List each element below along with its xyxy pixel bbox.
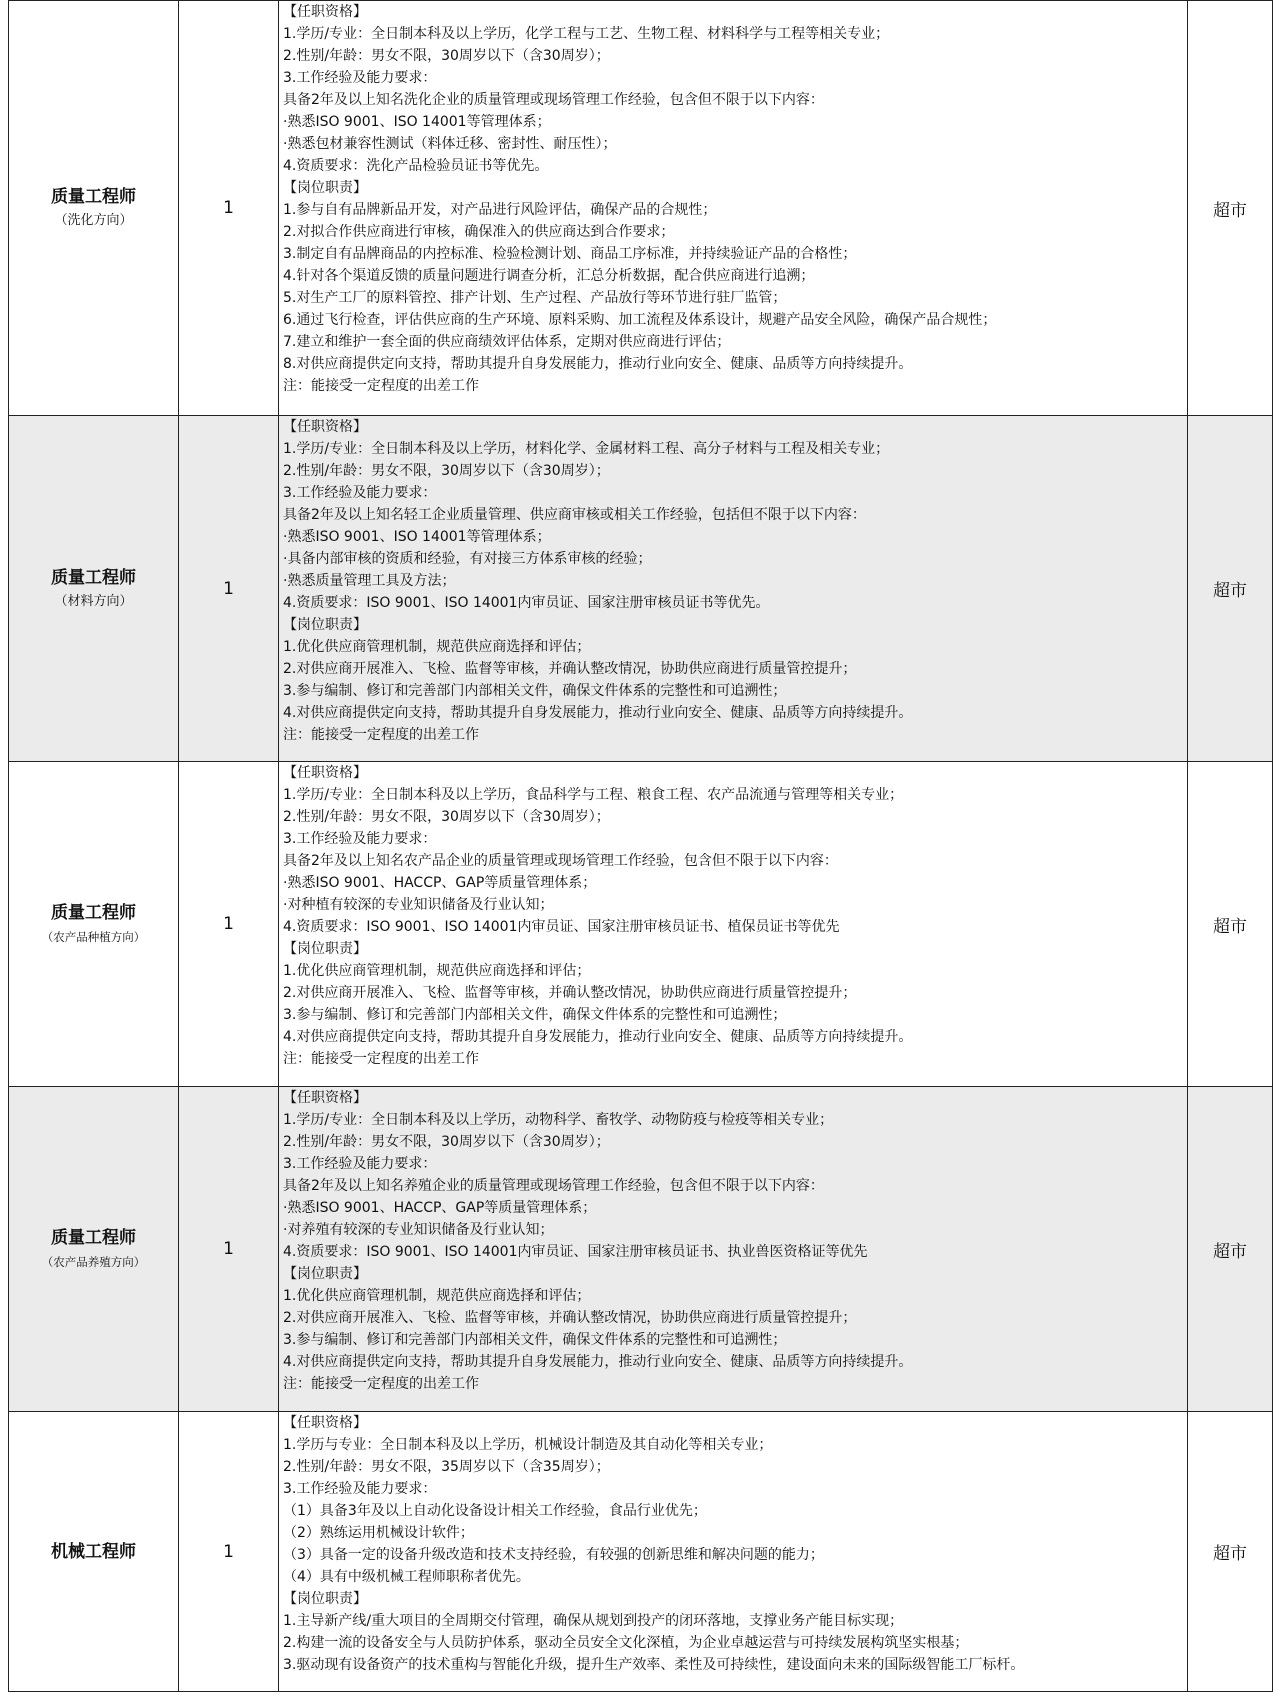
description-line: 4.针对各个渠道反馈的质量问题进行调查分析，汇总分析数据，配合供应商进行追溯； [283, 268, 815, 284]
description-line: 1.学历/专业：全日制本科及以上学历，食品科学与工程、粮食工程、农产品流通与管理等相关专业； [283, 787, 904, 803]
description-line: 1.优化供应商管理机制，规范供应商选择和评估； [283, 639, 591, 655]
description-line: ·熟悉质量管理工具及方法； [283, 573, 456, 589]
description-line: ·熟悉ISO 9001、ISO 14001等管理体系； [283, 529, 551, 545]
description-line: 4.对供应商提供定向支持，帮助其提升自身发展能力，推动行业向安全、健康、品质等方向持续提升。 [283, 705, 913, 721]
description-line: 1.学历/专业：全日制本科及以上学历，化学工程与工艺、生物工程、材料科学与工程等相关专业； [283, 26, 890, 42]
description-line: 4.对供应商提供定向支持，帮助其提升自身发展能力，推动行业向安全、健康、品质等方向持续提升。 [283, 1029, 913, 1045]
description-line: 【岗位职责】 [283, 1266, 367, 1282]
job-title: 质量工程师 [51, 567, 136, 588]
job-title-cell [9, 1087, 179, 1412]
description-line: 【岗位职责】 [283, 941, 367, 957]
job-description [279, 762, 1188, 1087]
headcount: 1 [179, 762, 279, 1087]
description-line: 3.参与编制、修订和完善部门内部相关文件，确保文件体系的完整性和可追溯性； [283, 1332, 787, 1348]
description-line: 【岗位职责】 [283, 617, 367, 633]
job-row [9, 1412, 1273, 1692]
job-row [9, 1, 1273, 416]
description-line: 2.性别/年龄：男女不限，35周岁以下（含35周岁）； [283, 1459, 610, 1475]
job-title-cell [9, 1, 179, 416]
job-title: 质量工程师 [51, 187, 136, 207]
job-subtitle: （洗化方向） [54, 213, 133, 228]
description-line: ·熟悉ISO 9001、HACCP、GAP等质量管理体系； [283, 1200, 597, 1216]
description-line: 1.主导新产线/重大项目的全周期交付管理，确保从规划到投产的闭环落地，支撑业务产能目标实现； [283, 1613, 904, 1629]
description-line: 3.制定自有品牌商品的内控标准、检验检测计划、商品工序标准，并持续验证产品的合格性； [283, 246, 857, 262]
job-description [279, 1, 1188, 416]
description-line: （1）具备3年及以上自动化设备设计相关工作经验，食品行业优先； [283, 1503, 707, 1519]
description-line: 具备2年及以上知名洗化企业的质量管理或现场管理工作经验，包含但不限于以下内容： [283, 92, 824, 108]
description-line: 具备2年及以上知名农产品企业的质量管理或现场管理工作经验，包含但不限于以下内容： [283, 853, 838, 869]
description-line: 2.对拟合作供应商进行审核，确保准入的供应商达到合作要求； [283, 224, 675, 240]
description-line: 1.学历/专业：全日制本科及以上学历，动物科学、畜牧学、动物防疫与检疫等相关专业； [283, 1112, 834, 1128]
description-line: 2.构建一流的设备安全与人员防护体系，驱动全员安全文化深植，为企业卓越运营与可持续发展构筑坚实根基； [283, 1635, 969, 1651]
job-row [9, 1087, 1273, 1412]
description-line: 【岗位职责】 [283, 180, 367, 196]
description-line: 具备2年及以上知名养殖企业的质量管理或现场管理工作经验，包含但不限于以下内容： [283, 1178, 824, 1194]
headcount: 1 [179, 1, 279, 416]
description-line: 【任职资格】 [283, 1415, 367, 1431]
description-line: 1.学历与专业：全日制本科及以上学历，机械设计制造及其自动化等相关专业； [283, 1437, 773, 1453]
description-line: 注：能接受一定程度的出差工作 [283, 378, 479, 394]
description-line: ·熟悉ISO 9001、ISO 14001等管理体系； [283, 114, 551, 130]
description-line: 具备2年及以上知名轻工企业质量管理、供应商审核或相关工作经验，包括但不限于以下内容： [283, 507, 866, 523]
description-line: （2）熟练运用机械设计软件； [283, 1525, 474, 1541]
description-line: 【任职资格】 [283, 419, 367, 435]
job-subtitle: （农产品种植方向） [41, 930, 146, 944]
job-description [279, 1087, 1188, 1412]
description-line: ·熟悉包材兼容性测试（料体迁移、密封性、耐压性）； [283, 136, 617, 152]
description-line: 【任职资格】 [283, 1090, 367, 1106]
description-line: 3.工作经验及能力要求： [283, 70, 437, 86]
description-line: 注：能接受一定程度的出差工作 [283, 1051, 479, 1067]
job-title: 机械工程师 [51, 1541, 136, 1562]
description-line: 2.对供应商开展准入、飞检、监督等审核，并确认整改情况，协助供应商进行质量管控提升； [283, 1310, 857, 1326]
description-line: ·对种植有较深的专业知识储备及行业认知； [283, 897, 554, 913]
description-line: 3.工作经验及能力要求： [283, 485, 437, 501]
description-line: 3.工作经验及能力要求： [283, 831, 437, 847]
description-line: 2.性别/年龄：男女不限，30周岁以下（含30周岁）； [283, 809, 610, 825]
description-line: 【任职资格】 [283, 765, 367, 781]
description-line: 2.对供应商开展准入、飞检、监督等审核，并确认整改情况，协助供应商进行质量管控提升； [283, 661, 857, 677]
description-line: 注：能接受一定程度的出差工作 [283, 727, 479, 743]
job-title: 质量工程师 [51, 903, 136, 923]
description-line: 1.优化供应商管理机制，规范供应商选择和评估； [283, 963, 591, 979]
headcount: 1 [179, 1087, 279, 1412]
description-line: 【任职资格】 [283, 4, 367, 20]
department: 超市 [1188, 416, 1273, 762]
description-line: 2.性别/年龄：男女不限，30周岁以下（含30周岁）； [283, 463, 610, 479]
department: 超市 [1188, 1087, 1273, 1412]
description-line: （4）具有中级机械工程师职称者优先。 [283, 1569, 530, 1585]
department: 超市 [1188, 762, 1273, 1087]
description-line: （3）具备一定的设备升级改造和技术支持经验，有较强的创新思维和解决问题的能力； [283, 1547, 824, 1563]
department: 超市 [1188, 1412, 1273, 1692]
description-line: 1.优化供应商管理机制，规范供应商选择和评估； [283, 1288, 591, 1304]
description-line: 3.参与编制、修订和完善部门内部相关文件，确保文件体系的完整性和可追溯性； [283, 1007, 787, 1023]
headcount: 1 [179, 416, 279, 762]
description-line: 2.性别/年龄：男女不限，30周岁以下（含30周岁）； [283, 48, 610, 64]
job-row [9, 416, 1273, 762]
description-line: 8.对供应商提供定向支持，帮助其提升自身发展能力，推动行业向安全、健康、品质等方向持续提升。 [283, 356, 913, 372]
description-line: ·具备内部审核的资质和经验，有对接三方体系审核的经验； [283, 551, 652, 567]
job-row [9, 762, 1273, 1087]
description-line: 7.建立和维护一套全面的供应商绩效评估体系，定期对供应商进行评估； [283, 334, 731, 350]
description-line: 2.对供应商开展准入、飞检、监督等审核，并确认整改情况，协助供应商进行质量管控提升； [283, 985, 857, 1001]
job-description [279, 1412, 1188, 1692]
job-title-cell [9, 762, 179, 1087]
job-title: 质量工程师 [51, 1228, 136, 1248]
description-line: 2.性别/年龄：男女不限，30周岁以下（含30周岁）； [283, 1134, 610, 1150]
description-line: 1.学历/专业：全日制本科及以上学历，材料化学、金属材料工程、高分子材料与工程及相关专业； [283, 441, 890, 457]
job-subtitle: （材料方向） [54, 593, 133, 609]
description-line: 4.资质要求：ISO 9001、ISO 14001内审员证、国家注册审核员证书等优先。 [283, 595, 770, 611]
description-line: 4.资质要求：洗化产品检验员证书等优先。 [283, 158, 549, 174]
department: 超市 [1188, 1, 1273, 416]
description-line: 1.参与自有品牌新品开发，对产品进行风险评估，确保产品的合规性； [283, 202, 717, 218]
description-line: ·对养殖有较深的专业知识储备及行业认知； [283, 1222, 554, 1238]
description-line: 4.对供应商提供定向支持，帮助其提升自身发展能力，推动行业向安全、健康、品质等方向持续提升。 [283, 1354, 913, 1370]
job-subtitle: （农产品养殖方向） [41, 1255, 146, 1269]
description-line: ·熟悉ISO 9001、HACCP、GAP等质量管理体系； [283, 875, 597, 891]
description-line: 【岗位职责】 [283, 1591, 367, 1607]
description-line: 注：能接受一定程度的出差工作 [283, 1376, 479, 1392]
job-title-cell [9, 1412, 179, 1692]
description-line: 6.通过飞行检查，评估供应商的生产环境、原料采购、加工流程及体系设计，规避产品安全风险，确保产品合规性； [283, 312, 997, 328]
description-line: 4.资质要求：ISO 9001、ISO 14001内审员证、国家注册审核员证书、执业兽医资格证等优先 [283, 1244, 868, 1260]
description-line: 3.工作经验及能力要求： [283, 1481, 437, 1497]
headcount: 1 [179, 1412, 279, 1692]
description-line: 4.资质要求：ISO 9001、ISO 14001内审员证、国家注册审核员证书、植保员证书等优先 [283, 919, 840, 935]
job-description [279, 416, 1188, 762]
job-table [8, 0, 1273, 1692]
description-line: 5.对生产工厂的原料管控、排产计划、生产过程、产品放行等环节进行驻厂监管； [283, 290, 787, 306]
description-line: 3.工作经验及能力要求： [283, 1156, 437, 1172]
job-title-cell [9, 416, 179, 762]
description-line: 3.驱动现有设备资产的技术重构与智能化升级，提升生产效率、柔性及可持续性，建设面向未来的国际级智能工厂标杆。 [283, 1657, 1025, 1673]
description-line: 3.参与编制、修订和完善部门内部相关文件，确保文件体系的完整性和可追溯性； [283, 683, 787, 699]
